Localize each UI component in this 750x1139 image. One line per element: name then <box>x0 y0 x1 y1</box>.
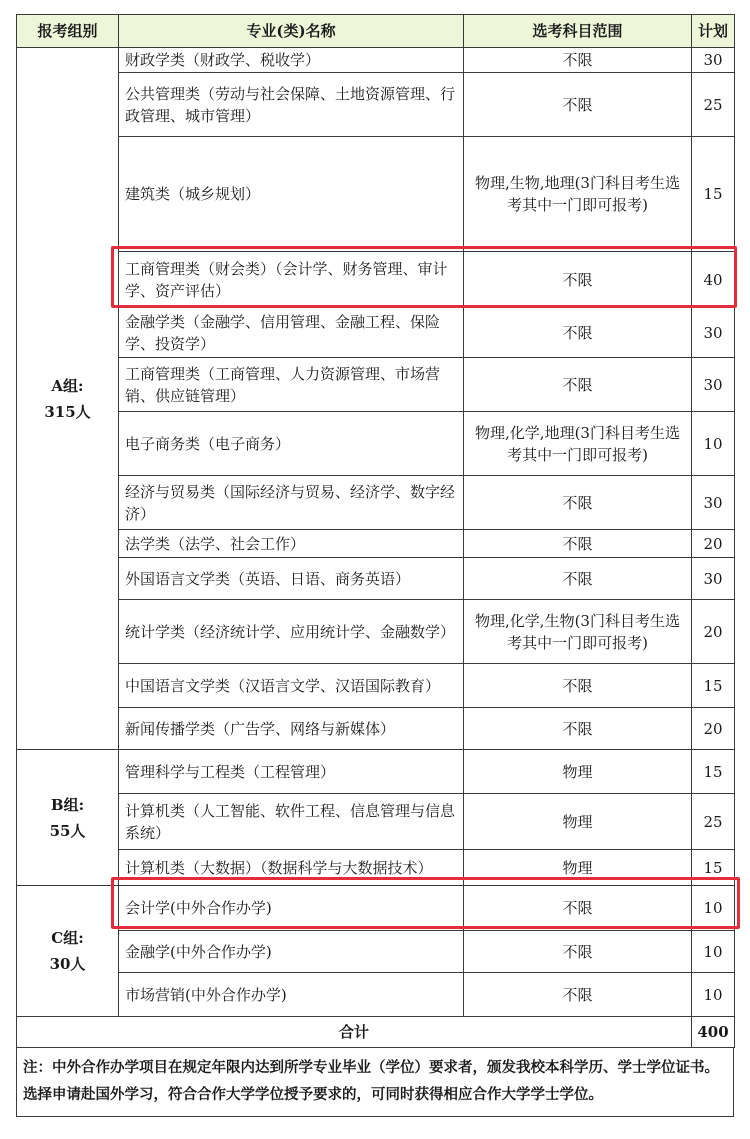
plan-cell: 30 <box>692 48 735 73</box>
group-label: A组: 315人 <box>44 376 91 421</box>
plan-cell: 15 <box>692 850 735 886</box>
table-row <box>17 530 735 558</box>
table-row <box>17 73 735 137</box>
major-cell: 法学类（法学、社会工作） <box>119 530 464 558</box>
footnote: 注：中外合作办学项目在规定年限内达到所学专业毕业（学位）要求者，颁发我校本科学历、学士学位证书。选择申请赴国外学习，符合合作大学学位授予要求的，可同时获得相应合作大学学士学位。 <box>16 1048 734 1117</box>
subjects-cell: 不限 <box>464 530 692 558</box>
subjects-cell: 不限 <box>464 973 692 1017</box>
major-cell: 财政学类（财政学、税收学） <box>119 48 464 73</box>
subjects-cell: 物理,生物,地理(3门科目考生选考其中一门即可报考) <box>464 137 692 252</box>
major-cell: 工商管理类（财会类）（会计学、财务管理、审计学、资产评估） <box>119 252 464 308</box>
table-row <box>17 358 735 412</box>
total-value: 400 <box>692 1017 735 1048</box>
admission-plan-sheet <box>16 14 734 1117</box>
subjects-cell: 物理 <box>464 850 692 886</box>
header-major: 专业(类)名称 <box>119 15 464 48</box>
table-row <box>17 476 735 530</box>
subjects-cell: 物理,化学,地理(3门科目考生选考其中一门即可报考) <box>464 412 692 476</box>
total-row <box>17 1017 735 1048</box>
subjects-cell: 不限 <box>464 48 692 73</box>
subjects-cell: 不限 <box>464 558 692 600</box>
major-cell: 建筑类（城乡规划） <box>119 137 464 252</box>
table-row <box>17 750 735 794</box>
subjects-cell: 不限 <box>464 308 692 358</box>
header-group: 报考组别 <box>17 15 119 48</box>
plan-cell: 20 <box>692 708 735 750</box>
table-row <box>17 794 735 850</box>
subjects-cell: 物理 <box>464 750 692 794</box>
group-c-cell <box>17 886 119 1017</box>
subjects-cell: 不限 <box>464 73 692 137</box>
plan-cell: 10 <box>692 412 735 476</box>
major-cell: 公共管理类（劳动与社会保障、土地资源管理、行政管理、城市管理） <box>119 73 464 137</box>
plan-cell: 15 <box>692 664 735 708</box>
plan-cell: 30 <box>692 476 735 530</box>
major-cell: 市场营销(中外合作办学) <box>119 973 464 1017</box>
table-row <box>17 664 735 708</box>
plan-cell: 15 <box>692 137 735 252</box>
subjects-cell: 不限 <box>464 886 692 931</box>
plan-cell: 30 <box>692 558 735 600</box>
major-cell: 统计学类（经济统计学、应用统计学、金融数学） <box>119 600 464 664</box>
subjects-cell: 物理 <box>464 794 692 850</box>
table-row <box>17 308 735 358</box>
table-row <box>17 252 735 308</box>
plan-cell: 10 <box>692 931 735 973</box>
major-cell: 会计学(中外合作办学) <box>119 886 464 931</box>
plan-cell: 25 <box>692 794 735 850</box>
table-row <box>17 48 735 73</box>
subjects-cell: 不限 <box>464 252 692 308</box>
major-cell: 计算机类（大数据）（数据科学与大数据技术） <box>119 850 464 886</box>
subjects-cell: 不限 <box>464 358 692 412</box>
table-row <box>17 931 735 973</box>
major-cell: 金融学类（金融学、信用管理、金融工程、保险学、投资学） <box>119 308 464 358</box>
subjects-cell: 不限 <box>464 476 692 530</box>
subjects-cell: 物理,化学,生物(3门科目考生选考其中一门即可报考) <box>464 600 692 664</box>
plan-cell: 10 <box>692 886 735 931</box>
plan-cell: 25 <box>692 73 735 137</box>
plan-cell: 10 <box>692 973 735 1017</box>
table-header-row <box>17 15 735 48</box>
subjects-cell: 不限 <box>464 664 692 708</box>
plan-cell: 15 <box>692 750 735 794</box>
admission-plan-table <box>16 14 735 1048</box>
major-cell: 金融学(中外合作办学) <box>119 931 464 973</box>
group-label: B组: 55人 <box>49 795 86 840</box>
major-cell: 电子商务类（电子商务） <box>119 412 464 476</box>
major-cell: 经济与贸易类（国际经济与贸易、经济学、数字经济） <box>119 476 464 530</box>
table-row <box>17 708 735 750</box>
header-subjects: 选考科目范围 <box>464 15 692 48</box>
plan-cell: 30 <box>692 358 735 412</box>
table-row <box>17 973 735 1017</box>
table-row <box>17 558 735 600</box>
major-cell: 外国语言文学类（英语、日语、商务英语） <box>119 558 464 600</box>
table-row <box>17 886 735 931</box>
total-label: 合计 <box>17 1017 692 1048</box>
table-row <box>17 850 735 886</box>
table-row <box>17 600 735 664</box>
major-cell: 计算机类（人工智能、软件工程、信息管理与信息系统） <box>119 794 464 850</box>
plan-cell: 20 <box>692 530 735 558</box>
major-cell: 工商管理类（工商管理、人力资源管理、市场营销、供应链管理） <box>119 358 464 412</box>
plan-cell: 20 <box>692 600 735 664</box>
table-row <box>17 137 735 252</box>
group-b-cell <box>17 750 119 886</box>
group-a-cell <box>17 48 119 750</box>
table-row <box>17 412 735 476</box>
major-cell: 新闻传播学类（广告学、网络与新媒体） <box>119 708 464 750</box>
plan-cell: 30 <box>692 308 735 358</box>
major-cell: 管理科学与工程类（工程管理） <box>119 750 464 794</box>
header-plan: 计划 <box>692 15 735 48</box>
major-cell: 中国语言文学类（汉语言文学、汉语国际教育） <box>119 664 464 708</box>
subjects-cell: 不限 <box>464 708 692 750</box>
plan-cell: 40 <box>692 252 735 308</box>
group-label: C组: 30人 <box>49 929 86 973</box>
subjects-cell: 不限 <box>464 931 692 973</box>
